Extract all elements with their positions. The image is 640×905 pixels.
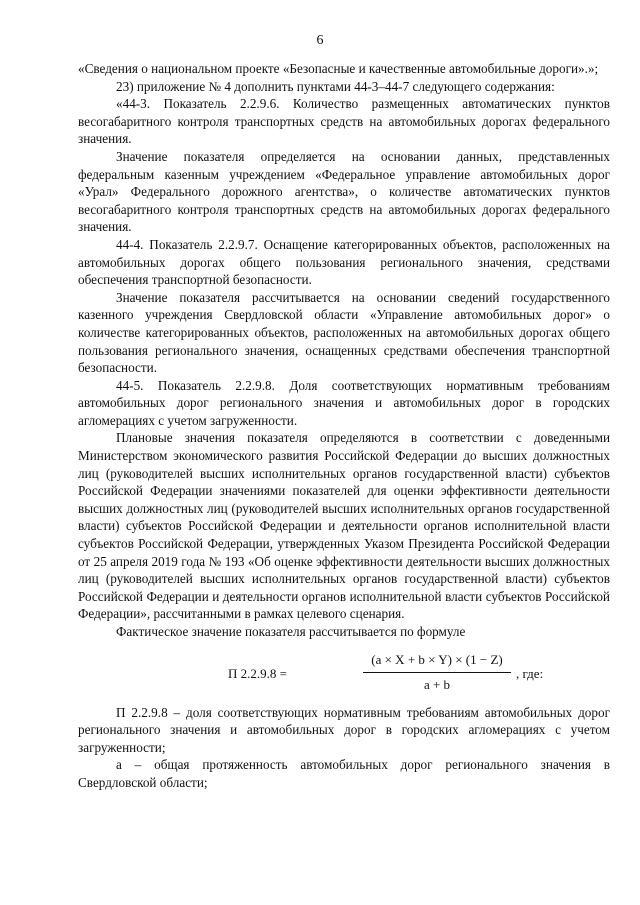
formula-tail: , где:	[516, 665, 544, 681]
formula-fraction	[363, 650, 511, 693]
page-number: 6	[316, 33, 324, 48]
paragraph: 23) приложение № 4 дополнить пунктами 44-3–44-7 следующего содержания:	[116, 78, 555, 94]
paragraph: Фактическое значение показателя рассчитывается по формуле	[116, 624, 466, 639]
document-body	[78, 60, 610, 792]
paragraph: «44-3. Показатель 2.2.9.6. Количество размещенных автоматических пунктов весогабаритного контроля транспортных средств на автомобильных дорогах федерального значения.	[78, 96, 610, 147]
fraction-bar	[363, 672, 511, 673]
definition: a – общая протяженность автомобильных дорог регионального значения в Свердловской области;	[78, 757, 610, 790]
paragraph: Значение показателя определяется на основании данных, представленных федеральным казенным учреждением «Федеральное управление автомобильных дорог «Урал» Федерального дорожного агентства», о количестве автоматических пунктов весогабаритного контроля транспортных средств на автомобильных дорогах федерального значения.	[78, 148, 610, 235]
definition: П 2.2.9.8 – доля соответствующих нормативным требованиям автомобильных дорог регионального значения и автомобильных дорог в городских агломерациях с учетом загруженности;	[78, 704, 610, 755]
paragraph: Плановые значения показателя определяются в соответствии с доведенными Министерством экономического развития Российской Федерации до высших должностных лиц (руководителей высших исполнительных органов государственной власти) субъектов Российской Федерации значениями показателей для оценки эффективности деятельности высших должностных лиц (руководителей высших исполнительных органов государственной власти) субъектов Российской Федерации и деятельности органов исполнительной власти субъектов Российской Федерации, утвержденных Указом Президента Российской Федерации от 25 апреля 2019 года № 193 «Об оценке эффективности деятельности высших должностных лиц (руководителей высших исполнительных органов государственной власти) субъектов Российской Федерации и деятельности органов исполнительной власти субъектов Российской Федерации», рассчитанными в рамках целевого сценария.	[78, 430, 610, 622]
paragraph: Значение показателя рассчитывается на основании сведений государственного казенного учреждения Свердловской области «Управление автомобильных дорог» о количестве категорированных объектов, расположенных на автомобильных дорогах общего пользования регионального значения, оснащенных средствами обеспечения транспортной безопасности.	[78, 289, 610, 376]
paragraph: «Сведения о национальном проекте «Безопасные и качественные автомобильные дороги».»;	[78, 61, 599, 76]
paragraph: 44-4. Показатель 2.2.9.7. Оснащение категорированных объектов, расположенных на автомобильных дорогах общего пользования регионального значения, средствами обеспечения транспортной безопасности.	[78, 236, 610, 288]
paragraph: 44-5. Показатель 2.2.9.8. Доля соответствующих нормативным требованиям автомобильных дорог регионального значения и автомобильных дорог в городских агломерациях с учетом загруженности.	[78, 377, 610, 428]
formula-numerator: (a × X + b × Y) × (1 − Z)	[371, 651, 503, 667]
formula-lhs: П 2.2.9.8 =	[228, 665, 287, 681]
formula-denominator: a + b	[423, 676, 451, 692]
formula	[78, 650, 610, 702]
